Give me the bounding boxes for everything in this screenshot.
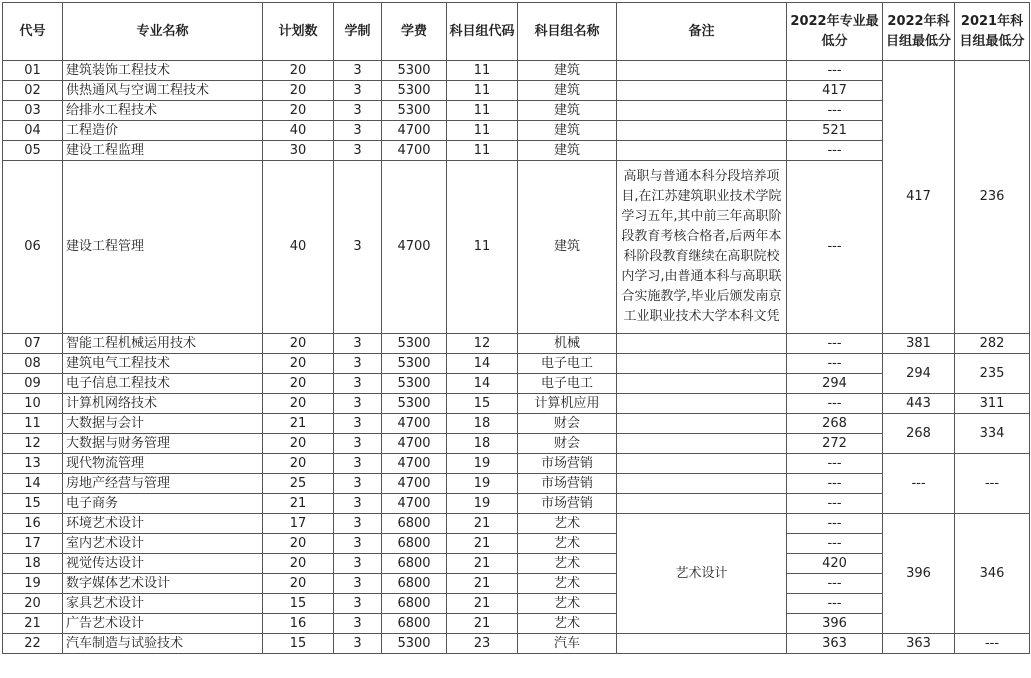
cell-min-2022: 268 bbox=[787, 414, 883, 434]
cell-group-code: 21 bbox=[447, 554, 518, 574]
cell-name: 计算机网络技术 bbox=[63, 394, 263, 414]
cell-min-2022: --- bbox=[787, 494, 883, 514]
cell-group-code: 11 bbox=[447, 81, 518, 101]
cell-code: 21 bbox=[3, 614, 63, 634]
cell-group-code: 19 bbox=[447, 454, 518, 474]
cell-note bbox=[617, 494, 787, 514]
cell-name: 智能工程机械运用技术 bbox=[63, 334, 263, 354]
cell-group-code: 21 bbox=[447, 534, 518, 554]
cell-min-2022: --- bbox=[787, 161, 883, 334]
cell-fee: 5300 bbox=[382, 334, 447, 354]
cell-years: 3 bbox=[334, 574, 382, 594]
cell-group-name: 财会 bbox=[518, 434, 617, 454]
cell-note bbox=[617, 61, 787, 81]
cell-fee: 6800 bbox=[382, 614, 447, 634]
cell-group-code: 23 bbox=[447, 634, 518, 654]
cell-fee: 4700 bbox=[382, 141, 447, 161]
cell-years: 3 bbox=[334, 81, 382, 101]
cell-fee: 5300 bbox=[382, 634, 447, 654]
cell-note bbox=[617, 141, 787, 161]
header-group-min-2021: 2021年科目组最低分 bbox=[955, 3, 1030, 61]
cell-code: 13 bbox=[3, 454, 63, 474]
cell-fee: 5300 bbox=[382, 101, 447, 121]
cell-group-name: 艺术 bbox=[518, 614, 617, 634]
cell-min-2022: --- bbox=[787, 514, 883, 534]
cell-min-2022: 521 bbox=[787, 121, 883, 141]
cell-group-name: 市场营销 bbox=[518, 454, 617, 474]
cell-plan: 20 bbox=[263, 334, 334, 354]
cell-min-2022: --- bbox=[787, 354, 883, 374]
cell-group-name: 艺术 bbox=[518, 534, 617, 554]
cell-code: 02 bbox=[3, 81, 63, 101]
table-row bbox=[3, 494, 1030, 514]
cell-code: 10 bbox=[3, 394, 63, 414]
cell-code: 07 bbox=[3, 334, 63, 354]
cell-name: 工程造价 bbox=[63, 121, 263, 141]
cell-code: 22 bbox=[3, 634, 63, 654]
table-row bbox=[3, 101, 1030, 121]
cell-note bbox=[617, 474, 787, 494]
cell-code: 19 bbox=[3, 574, 63, 594]
header-name: 专业名称 bbox=[63, 3, 263, 61]
cell-group-name: 艺术 bbox=[518, 554, 617, 574]
cell-group-min-2021: 334 bbox=[955, 414, 1030, 454]
cell-years: 3 bbox=[334, 121, 382, 141]
table-row bbox=[3, 121, 1030, 141]
table-row bbox=[3, 334, 1030, 354]
cell-name: 电子信息工程技术 bbox=[63, 374, 263, 394]
cell-years: 3 bbox=[334, 354, 382, 374]
cell-min-2022: --- bbox=[787, 534, 883, 554]
cell-code: 06 bbox=[3, 161, 63, 334]
cell-fee: 4700 bbox=[382, 434, 447, 454]
table-row bbox=[3, 574, 1030, 594]
cell-plan: 20 bbox=[263, 534, 334, 554]
cell-group-min-2022: 443 bbox=[883, 394, 955, 414]
cell-min-2022: --- bbox=[787, 334, 883, 354]
cell-plan: 21 bbox=[263, 494, 334, 514]
cell-plan: 25 bbox=[263, 474, 334, 494]
cell-group-name: 财会 bbox=[518, 414, 617, 434]
cell-code: 16 bbox=[3, 514, 63, 534]
cell-plan: 21 bbox=[263, 414, 334, 434]
cell-note bbox=[617, 634, 787, 654]
cell-years: 3 bbox=[334, 614, 382, 634]
cell-plan: 15 bbox=[263, 634, 334, 654]
header-years: 学制 bbox=[334, 3, 382, 61]
admission-table bbox=[2, 2, 1030, 654]
cell-years: 3 bbox=[334, 634, 382, 654]
cell-code: 11 bbox=[3, 414, 63, 434]
cell-note bbox=[617, 101, 787, 121]
cell-group-code: 21 bbox=[447, 514, 518, 534]
cell-years: 3 bbox=[334, 374, 382, 394]
cell-group-code: 19 bbox=[447, 474, 518, 494]
cell-name: 环境艺术设计 bbox=[63, 514, 263, 534]
cell-note bbox=[617, 454, 787, 474]
cell-plan: 17 bbox=[263, 514, 334, 534]
table-row bbox=[3, 374, 1030, 394]
cell-fee: 5300 bbox=[382, 81, 447, 101]
cell-fee: 6800 bbox=[382, 534, 447, 554]
cell-group-min-2021: --- bbox=[955, 634, 1030, 654]
cell-code: 09 bbox=[3, 374, 63, 394]
cell-plan: 15 bbox=[263, 594, 334, 614]
table-row bbox=[3, 354, 1030, 374]
header-code: 代号 bbox=[3, 3, 63, 61]
cell-years: 3 bbox=[334, 534, 382, 554]
cell-name: 供热通风与空调工程技术 bbox=[63, 81, 263, 101]
cell-name: 现代物流管理 bbox=[63, 454, 263, 474]
cell-group-code: 11 bbox=[447, 61, 518, 81]
cell-plan: 20 bbox=[263, 101, 334, 121]
header-group-min-2022: 2022年科目组最低分 bbox=[883, 3, 955, 61]
cell-name: 房地产经营与管理 bbox=[63, 474, 263, 494]
table-row bbox=[3, 554, 1030, 574]
cell-fee: 5300 bbox=[382, 61, 447, 81]
cell-group-min-2021: 282 bbox=[955, 334, 1030, 354]
cell-min-2022: --- bbox=[787, 454, 883, 474]
header-fee: 学费 bbox=[382, 3, 447, 61]
cell-group-min-2021: 236 bbox=[955, 61, 1030, 334]
cell-plan: 40 bbox=[263, 161, 334, 334]
table-row bbox=[3, 81, 1030, 101]
cell-group-name: 建筑 bbox=[518, 101, 617, 121]
cell-code: 03 bbox=[3, 101, 63, 121]
table-row bbox=[3, 534, 1030, 554]
cell-min-2022: 294 bbox=[787, 374, 883, 394]
cell-name: 建设工程监理 bbox=[63, 141, 263, 161]
cell-group-name: 建筑 bbox=[518, 61, 617, 81]
cell-min-2022: --- bbox=[787, 141, 883, 161]
cell-plan: 20 bbox=[263, 61, 334, 81]
cell-group-code: 11 bbox=[447, 101, 518, 121]
header-group-code: 科目组代码 bbox=[447, 3, 518, 61]
header-row bbox=[3, 3, 1030, 61]
cell-plan: 20 bbox=[263, 434, 334, 454]
cell-years: 3 bbox=[334, 594, 382, 614]
cell-group-min-2021: 346 bbox=[955, 514, 1030, 634]
cell-code: 20 bbox=[3, 594, 63, 614]
cell-years: 3 bbox=[334, 514, 382, 534]
table-row bbox=[3, 161, 1030, 334]
cell-name: 广告艺术设计 bbox=[63, 614, 263, 634]
cell-plan: 16 bbox=[263, 614, 334, 634]
cell-name: 视觉传达设计 bbox=[63, 554, 263, 574]
cell-fee: 4700 bbox=[382, 161, 447, 334]
cell-fee: 6800 bbox=[382, 574, 447, 594]
cell-group-min-2022: 396 bbox=[883, 514, 955, 634]
cell-name: 大数据与会计 bbox=[63, 414, 263, 434]
cell-name: 家具艺术设计 bbox=[63, 594, 263, 614]
cell-min-2022: --- bbox=[787, 474, 883, 494]
cell-group-code: 15 bbox=[447, 394, 518, 414]
cell-min-2022: 363 bbox=[787, 634, 883, 654]
cell-years: 3 bbox=[334, 414, 382, 434]
cell-name: 建筑电气工程技术 bbox=[63, 354, 263, 374]
cell-note bbox=[617, 394, 787, 414]
table-row bbox=[3, 454, 1030, 474]
cell-code: 17 bbox=[3, 534, 63, 554]
cell-note bbox=[617, 121, 787, 141]
cell-group-code: 21 bbox=[447, 614, 518, 634]
cell-name: 建筑装饰工程技术 bbox=[63, 61, 263, 81]
cell-fee: 4700 bbox=[382, 121, 447, 141]
table-row bbox=[3, 634, 1030, 654]
cell-years: 3 bbox=[334, 161, 382, 334]
cell-name: 数字媒体艺术设计 bbox=[63, 574, 263, 594]
cell-group-name: 建筑 bbox=[518, 121, 617, 141]
cell-min-2022: --- bbox=[787, 101, 883, 121]
cell-group-min-2022: 417 bbox=[883, 61, 955, 334]
cell-name: 室内艺术设计 bbox=[63, 534, 263, 554]
cell-note bbox=[617, 334, 787, 354]
cell-group-min-2021: --- bbox=[955, 454, 1030, 514]
cell-min-2022: 417 bbox=[787, 81, 883, 101]
cell-group-name: 计算机应用 bbox=[518, 394, 617, 414]
cell-group-min-2021: 235 bbox=[955, 354, 1030, 394]
cell-years: 3 bbox=[334, 394, 382, 414]
cell-min-2022: --- bbox=[787, 594, 883, 614]
table-row bbox=[3, 61, 1030, 81]
table-row bbox=[3, 414, 1030, 434]
cell-group-min-2022: 294 bbox=[883, 354, 955, 394]
cell-plan: 20 bbox=[263, 374, 334, 394]
cell-group-name: 艺术 bbox=[518, 574, 617, 594]
cell-name: 电子商务 bbox=[63, 494, 263, 514]
cell-group-min-2022: 381 bbox=[883, 334, 955, 354]
cell-fee: 4700 bbox=[382, 474, 447, 494]
cell-note bbox=[617, 374, 787, 394]
cell-years: 3 bbox=[334, 494, 382, 514]
cell-years: 3 bbox=[334, 454, 382, 474]
table-row bbox=[3, 434, 1030, 454]
cell-min-2022: --- bbox=[787, 574, 883, 594]
cell-min-2022: 396 bbox=[787, 614, 883, 634]
table-row bbox=[3, 474, 1030, 494]
cell-plan: 20 bbox=[263, 354, 334, 374]
cell-note bbox=[617, 81, 787, 101]
cell-years: 3 bbox=[334, 554, 382, 574]
cell-group-code: 18 bbox=[447, 434, 518, 454]
cell-group-min-2022: --- bbox=[883, 454, 955, 514]
header-min-2022: 2022年专业最低分 bbox=[787, 3, 883, 61]
cell-group-code: 11 bbox=[447, 161, 518, 334]
cell-note-art-design: 艺术设计 bbox=[617, 514, 787, 634]
cell-group-name: 建筑 bbox=[518, 81, 617, 101]
cell-fee: 5300 bbox=[382, 394, 447, 414]
cell-fee: 5300 bbox=[382, 374, 447, 394]
cell-group-code: 11 bbox=[447, 141, 518, 161]
cell-years: 3 bbox=[334, 474, 382, 494]
cell-note bbox=[617, 414, 787, 434]
cell-plan: 20 bbox=[263, 81, 334, 101]
cell-fee: 4700 bbox=[382, 414, 447, 434]
cell-years: 3 bbox=[334, 61, 382, 81]
cell-group-name: 艺术 bbox=[518, 594, 617, 614]
cell-note bbox=[617, 354, 787, 374]
cell-code: 18 bbox=[3, 554, 63, 574]
cell-years: 3 bbox=[334, 434, 382, 454]
cell-group-name: 市场营销 bbox=[518, 474, 617, 494]
table-row bbox=[3, 614, 1030, 634]
cell-min-2022: 272 bbox=[787, 434, 883, 454]
header-plan: 计划数 bbox=[263, 3, 334, 61]
cell-code: 15 bbox=[3, 494, 63, 514]
cell-group-code: 18 bbox=[447, 414, 518, 434]
cell-group-min-2022: 363 bbox=[883, 634, 955, 654]
cell-group-code: 14 bbox=[447, 354, 518, 374]
cell-code: 08 bbox=[3, 354, 63, 374]
cell-plan: 20 bbox=[263, 454, 334, 474]
cell-group-min-2021: 311 bbox=[955, 394, 1030, 414]
cell-fee: 6800 bbox=[382, 554, 447, 574]
cell-note bbox=[617, 434, 787, 454]
header-note: 备注 bbox=[617, 3, 787, 61]
cell-fee: 4700 bbox=[382, 454, 447, 474]
cell-code: 01 bbox=[3, 61, 63, 81]
cell-group-code: 21 bbox=[447, 574, 518, 594]
cell-name: 给排水工程技术 bbox=[63, 101, 263, 121]
table-row bbox=[3, 514, 1030, 534]
cell-group-name: 电子电工 bbox=[518, 354, 617, 374]
cell-code: 12 bbox=[3, 434, 63, 454]
table-row bbox=[3, 141, 1030, 161]
cell-group-code: 12 bbox=[447, 334, 518, 354]
cell-plan: 30 bbox=[263, 141, 334, 161]
cell-group-name: 汽车 bbox=[518, 634, 617, 654]
cell-years: 3 bbox=[334, 334, 382, 354]
cell-group-name: 建筑 bbox=[518, 141, 617, 161]
cell-plan: 40 bbox=[263, 121, 334, 141]
table-row bbox=[3, 594, 1030, 614]
cell-group-name: 艺术 bbox=[518, 514, 617, 534]
cell-group-code: 21 bbox=[447, 594, 518, 614]
cell-code: 14 bbox=[3, 474, 63, 494]
cell-years: 3 bbox=[334, 101, 382, 121]
table-row bbox=[3, 394, 1030, 414]
cell-group-name: 建筑 bbox=[518, 161, 617, 334]
cell-group-name: 市场营销 bbox=[518, 494, 617, 514]
cell-plan: 20 bbox=[263, 394, 334, 414]
cell-name: 建设工程管理 bbox=[63, 161, 263, 334]
cell-group-min-2022: 268 bbox=[883, 414, 955, 454]
cell-min-2022: --- bbox=[787, 394, 883, 414]
cell-years: 3 bbox=[334, 141, 382, 161]
cell-group-name: 电子电工 bbox=[518, 374, 617, 394]
cell-note-joint-program: 高职与普通本科分段培养项目,在江苏建筑职业技术学院学习五年,其中前三年高职阶段教育考核合格者,后两年本科阶段教育继续在高职院校内学习,由普通本科与高职联合实施教学,毕业后颁发南京工业职业技术大学本科文凭 bbox=[617, 161, 787, 334]
cell-name: 大数据与财务管理 bbox=[63, 434, 263, 454]
cell-plan: 20 bbox=[263, 574, 334, 594]
cell-min-2022: 420 bbox=[787, 554, 883, 574]
cell-name: 汽车制造与试验技术 bbox=[63, 634, 263, 654]
cell-fee: 6800 bbox=[382, 514, 447, 534]
cell-fee: 6800 bbox=[382, 594, 447, 614]
cell-fee: 5300 bbox=[382, 354, 447, 374]
cell-group-code: 19 bbox=[447, 494, 518, 514]
cell-min-2022: --- bbox=[787, 61, 883, 81]
cell-group-name: 机械 bbox=[518, 334, 617, 354]
cell-fee: 4700 bbox=[382, 494, 447, 514]
cell-plan: 20 bbox=[263, 554, 334, 574]
cell-code: 04 bbox=[3, 121, 63, 141]
cell-code: 05 bbox=[3, 141, 63, 161]
cell-group-code: 11 bbox=[447, 121, 518, 141]
cell-group-code: 14 bbox=[447, 374, 518, 394]
header-group-name: 科目组名称 bbox=[518, 3, 617, 61]
